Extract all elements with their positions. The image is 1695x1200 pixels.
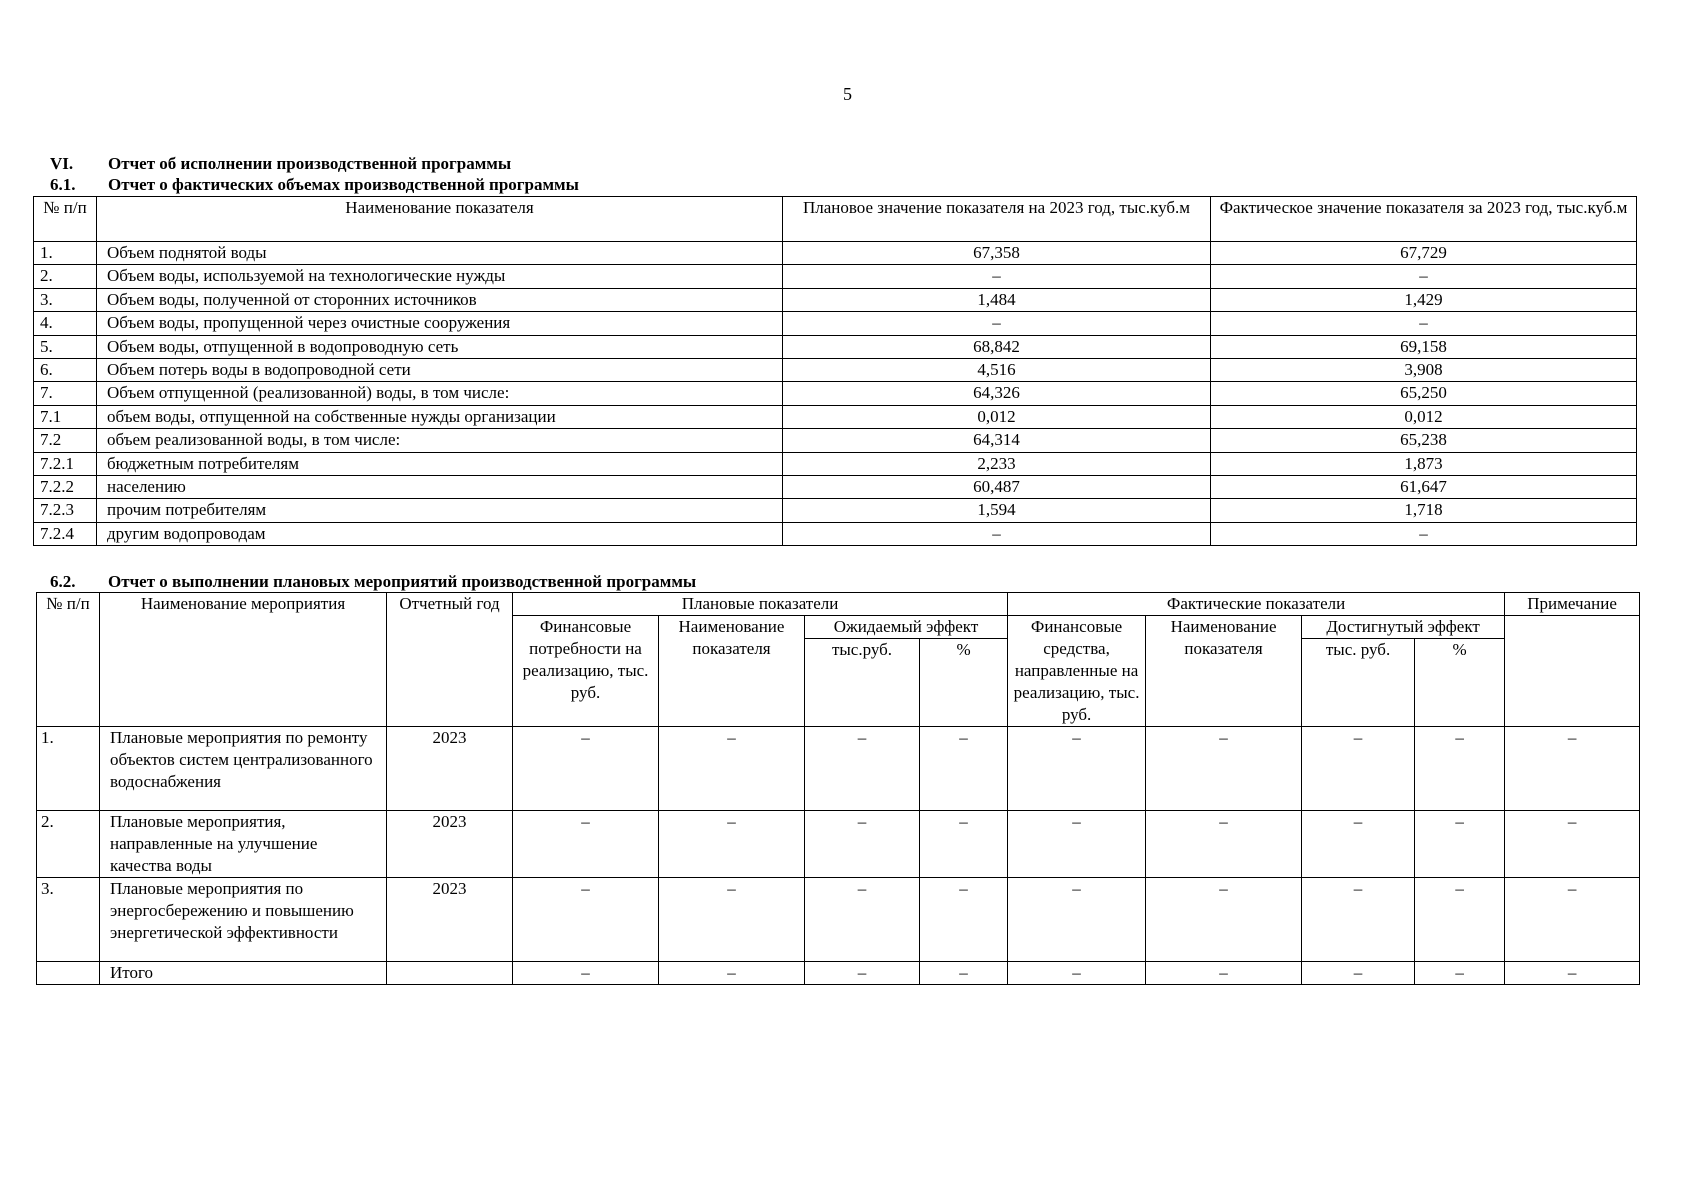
cell-fact-indicator: – — [1146, 811, 1302, 878]
total-row — [37, 962, 1640, 985]
cell-plan-fin: – — [513, 962, 659, 985]
header-note: Примечание — [1505, 593, 1640, 616]
header-fact: Фактическое значение показателя за 2023 год, тыс.куб.м — [1211, 197, 1637, 242]
subsection-title: Отчет о выполнении плановых мероприятий производственной программы — [108, 572, 697, 591]
row-name: Плановые мероприятия по ремонту объектов систем централизованного водоснабжения — [100, 727, 387, 811]
cell-note: – — [1505, 727, 1640, 811]
table-row — [34, 242, 1637, 265]
row-plan-value: 1,484 — [783, 288, 1211, 311]
row-plan-value: 60,487 — [783, 475, 1211, 498]
header-plan-effect: Ожидаемый эффект — [805, 616, 1008, 639]
cell-fact-fin: – — [1008, 811, 1146, 878]
table-row — [34, 405, 1637, 428]
row-name: объем реализованной воды, в том числе: — [97, 429, 783, 452]
section-title: Отчет об исполнении производственной программы — [108, 154, 512, 173]
section-number: VI. — [50, 154, 74, 173]
subsection-number: 6.2. — [50, 572, 76, 591]
row-name: Объем воды, пропущенной через очистные сооружения — [97, 312, 783, 335]
cell-plan-effect-pct: – — [920, 962, 1008, 985]
row-fact-value: 61,647 — [1211, 475, 1637, 498]
row-fact-value: 0,012 — [1211, 405, 1637, 428]
cell-fact-indicator: – — [1146, 727, 1302, 811]
row-plan-value: – — [783, 312, 1211, 335]
row-plan-value: 64,314 — [783, 429, 1211, 452]
row-name: Плановые мероприятия, направленные на улучшение качества воды — [100, 811, 387, 878]
row-name: другим водопроводам — [97, 522, 783, 545]
row-plan-value: 2,233 — [783, 452, 1211, 475]
row-name: Итого — [100, 962, 387, 985]
row-num: 7.1 — [34, 405, 97, 428]
table-row — [34, 499, 1637, 522]
row-num: 1. — [34, 242, 97, 265]
production-volumes-table — [33, 196, 1637, 546]
header-num: № п/п — [37, 593, 100, 727]
table-header-row — [37, 593, 1640, 616]
table-body — [34, 242, 1637, 546]
cell-fact-effect-pct: – — [1415, 878, 1505, 962]
row-fact-value: – — [1211, 312, 1637, 335]
cell-plan-indicator: – — [659, 878, 805, 962]
cell-plan-fin: – — [513, 878, 659, 962]
row-num — [37, 962, 100, 985]
subsection-title: Отчет о фактических объемах производственной программы — [108, 175, 579, 194]
row-plan-value: 4,516 — [783, 358, 1211, 381]
table-row — [34, 358, 1637, 381]
section-heading — [50, 154, 511, 174]
row-fact-value: 1,718 — [1211, 499, 1637, 522]
table-row — [37, 727, 1640, 811]
row-fact-value: – — [1211, 522, 1637, 545]
cell-fact-fin: – — [1008, 727, 1146, 811]
cell-fact-effect-rub: – — [1302, 727, 1415, 811]
row-num: 7.2.1 — [34, 452, 97, 475]
row-num: 7.2.3 — [34, 499, 97, 522]
table-row — [34, 475, 1637, 498]
row-name: прочим потребителям — [97, 499, 783, 522]
header-plan: Плановое значение показателя на 2023 год, тыс.куб.м — [783, 197, 1211, 242]
header-fact-indicator: Наименование показателя — [1146, 616, 1302, 727]
row-fact-value: 1,429 — [1211, 288, 1637, 311]
row-num: 4. — [34, 312, 97, 335]
cell-plan-indicator: – — [659, 727, 805, 811]
cell-plan-effect-pct: – — [920, 727, 1008, 811]
cell-fact-indicator: – — [1146, 962, 1302, 985]
cell-fact-effect-pct: – — [1415, 811, 1505, 878]
table-body — [37, 727, 1640, 985]
row-name: Объем потерь воды в водопроводной сети — [97, 358, 783, 381]
table-row — [34, 452, 1637, 475]
header-plan-indicator: Наименование показателя — [659, 616, 805, 727]
cell-plan-effect-rub: – — [805, 878, 920, 962]
cell-note: – — [1505, 962, 1640, 985]
cell-plan-effect-rub: – — [805, 811, 920, 878]
cell-fact-effect-rub: – — [1302, 811, 1415, 878]
cell-fact-fin: – — [1008, 878, 1146, 962]
header-fact-group: Фактические показатели — [1008, 593, 1505, 616]
table-row — [34, 288, 1637, 311]
table-row — [34, 522, 1637, 545]
row-fact-value: – — [1211, 265, 1637, 288]
cell-fact-effect-rub: – — [1302, 878, 1415, 962]
cell-plan-effect-pct: – — [920, 811, 1008, 878]
table-row — [34, 429, 1637, 452]
header-fact-effect-rub: тыс. руб. — [1302, 639, 1415, 727]
cell-fact-indicator: – — [1146, 878, 1302, 962]
row-name: Объем воды, отпущенной в водопроводную сеть — [97, 335, 783, 358]
subsection-heading-6-1 — [50, 175, 579, 195]
header-fact-effect: Достигнутый эффект — [1302, 616, 1505, 639]
cell-fact-effect-rub: – — [1302, 962, 1415, 985]
header-name: Наименование мероприятия — [100, 593, 387, 727]
row-year: 2023 — [387, 727, 513, 811]
table-row — [34, 382, 1637, 405]
row-num: 7.2.4 — [34, 522, 97, 545]
row-num: 7.2.2 — [34, 475, 97, 498]
cell-plan-effect-pct: – — [920, 878, 1008, 962]
header-plan-group: Плановые показатели — [513, 593, 1008, 616]
header-num: № п/п — [34, 197, 97, 242]
row-year — [387, 962, 513, 985]
row-num: 1. — [37, 727, 100, 811]
table-header-row — [34, 197, 1637, 242]
header-fact-effect-pct: % — [1415, 639, 1505, 727]
header-fact-fin: Финансовые средства, направленные на реализацию, тыс. руб. — [1008, 616, 1146, 727]
header-plan-effect-rub: тыс.руб. — [805, 639, 920, 727]
row-plan-value: 67,358 — [783, 242, 1211, 265]
row-num: 2. — [37, 811, 100, 878]
cell-plan-effect-rub: – — [805, 727, 920, 811]
row-name: бюджетным потребителям — [97, 452, 783, 475]
cell-fact-effect-pct: – — [1415, 962, 1505, 985]
subsection-heading-6-2 — [50, 572, 696, 592]
cell-plan-indicator: – — [659, 811, 805, 878]
row-year: 2023 — [387, 878, 513, 962]
row-name: Плановые мероприятия по энергосбережению и повышению энергетической эффективности — [100, 878, 387, 962]
row-plan-value: 64,326 — [783, 382, 1211, 405]
row-num: 7.2 — [34, 429, 97, 452]
planned-activities-table — [36, 592, 1640, 985]
cell-plan-fin: – — [513, 811, 659, 878]
row-plan-value: – — [783, 265, 1211, 288]
table-row — [34, 312, 1637, 335]
header-year: Отчетный год — [387, 593, 513, 727]
row-name: Объем воды, используемой на технологические нужды — [97, 265, 783, 288]
row-num: 3. — [34, 288, 97, 311]
row-year: 2023 — [387, 811, 513, 878]
row-fact-value: 1,873 — [1211, 452, 1637, 475]
row-num: 5. — [34, 335, 97, 358]
table-row — [34, 265, 1637, 288]
row-name: Объем поднятой воды — [97, 242, 783, 265]
row-plan-value: 0,012 — [783, 405, 1211, 428]
cell-fact-effect-pct: – — [1415, 727, 1505, 811]
row-name: Объем отпущенной (реализованной) воды, в том числе: — [97, 382, 783, 405]
row-fact-value: 3,908 — [1211, 358, 1637, 381]
row-fact-value: 65,250 — [1211, 382, 1637, 405]
header-plan-fin: Финансовые потребности на реализацию, тыс. руб. — [513, 616, 659, 727]
cell-note: – — [1505, 878, 1640, 962]
row-num: 7. — [34, 382, 97, 405]
row-num: 2. — [34, 265, 97, 288]
header-plan-effect-pct: % — [920, 639, 1008, 727]
row-fact-value: 65,238 — [1211, 429, 1637, 452]
header-name: Наименование показателя — [97, 197, 783, 242]
header-note-blank — [1505, 616, 1640, 727]
table-row — [34, 335, 1637, 358]
row-plan-value: 1,594 — [783, 499, 1211, 522]
row-name: населению — [97, 475, 783, 498]
row-num: 6. — [34, 358, 97, 381]
row-name: объем воды, отпущенной на собственные нужды организации — [97, 405, 783, 428]
row-num: 3. — [37, 878, 100, 962]
row-plan-value: – — [783, 522, 1211, 545]
row-name: Объем воды, полученной от сторонних источников — [97, 288, 783, 311]
table-row — [37, 878, 1640, 962]
row-fact-value: 67,729 — [1211, 242, 1637, 265]
page-number: 5 — [843, 84, 852, 104]
cell-note: – — [1505, 811, 1640, 878]
table-row — [37, 811, 1640, 878]
cell-plan-fin: – — [513, 727, 659, 811]
cell-fact-fin: – — [1008, 962, 1146, 985]
cell-plan-indicator: – — [659, 962, 805, 985]
row-fact-value: 69,158 — [1211, 335, 1637, 358]
cell-plan-effect-rub: – — [805, 962, 920, 985]
row-plan-value: 68,842 — [783, 335, 1211, 358]
subsection-number: 6.1. — [50, 175, 76, 194]
